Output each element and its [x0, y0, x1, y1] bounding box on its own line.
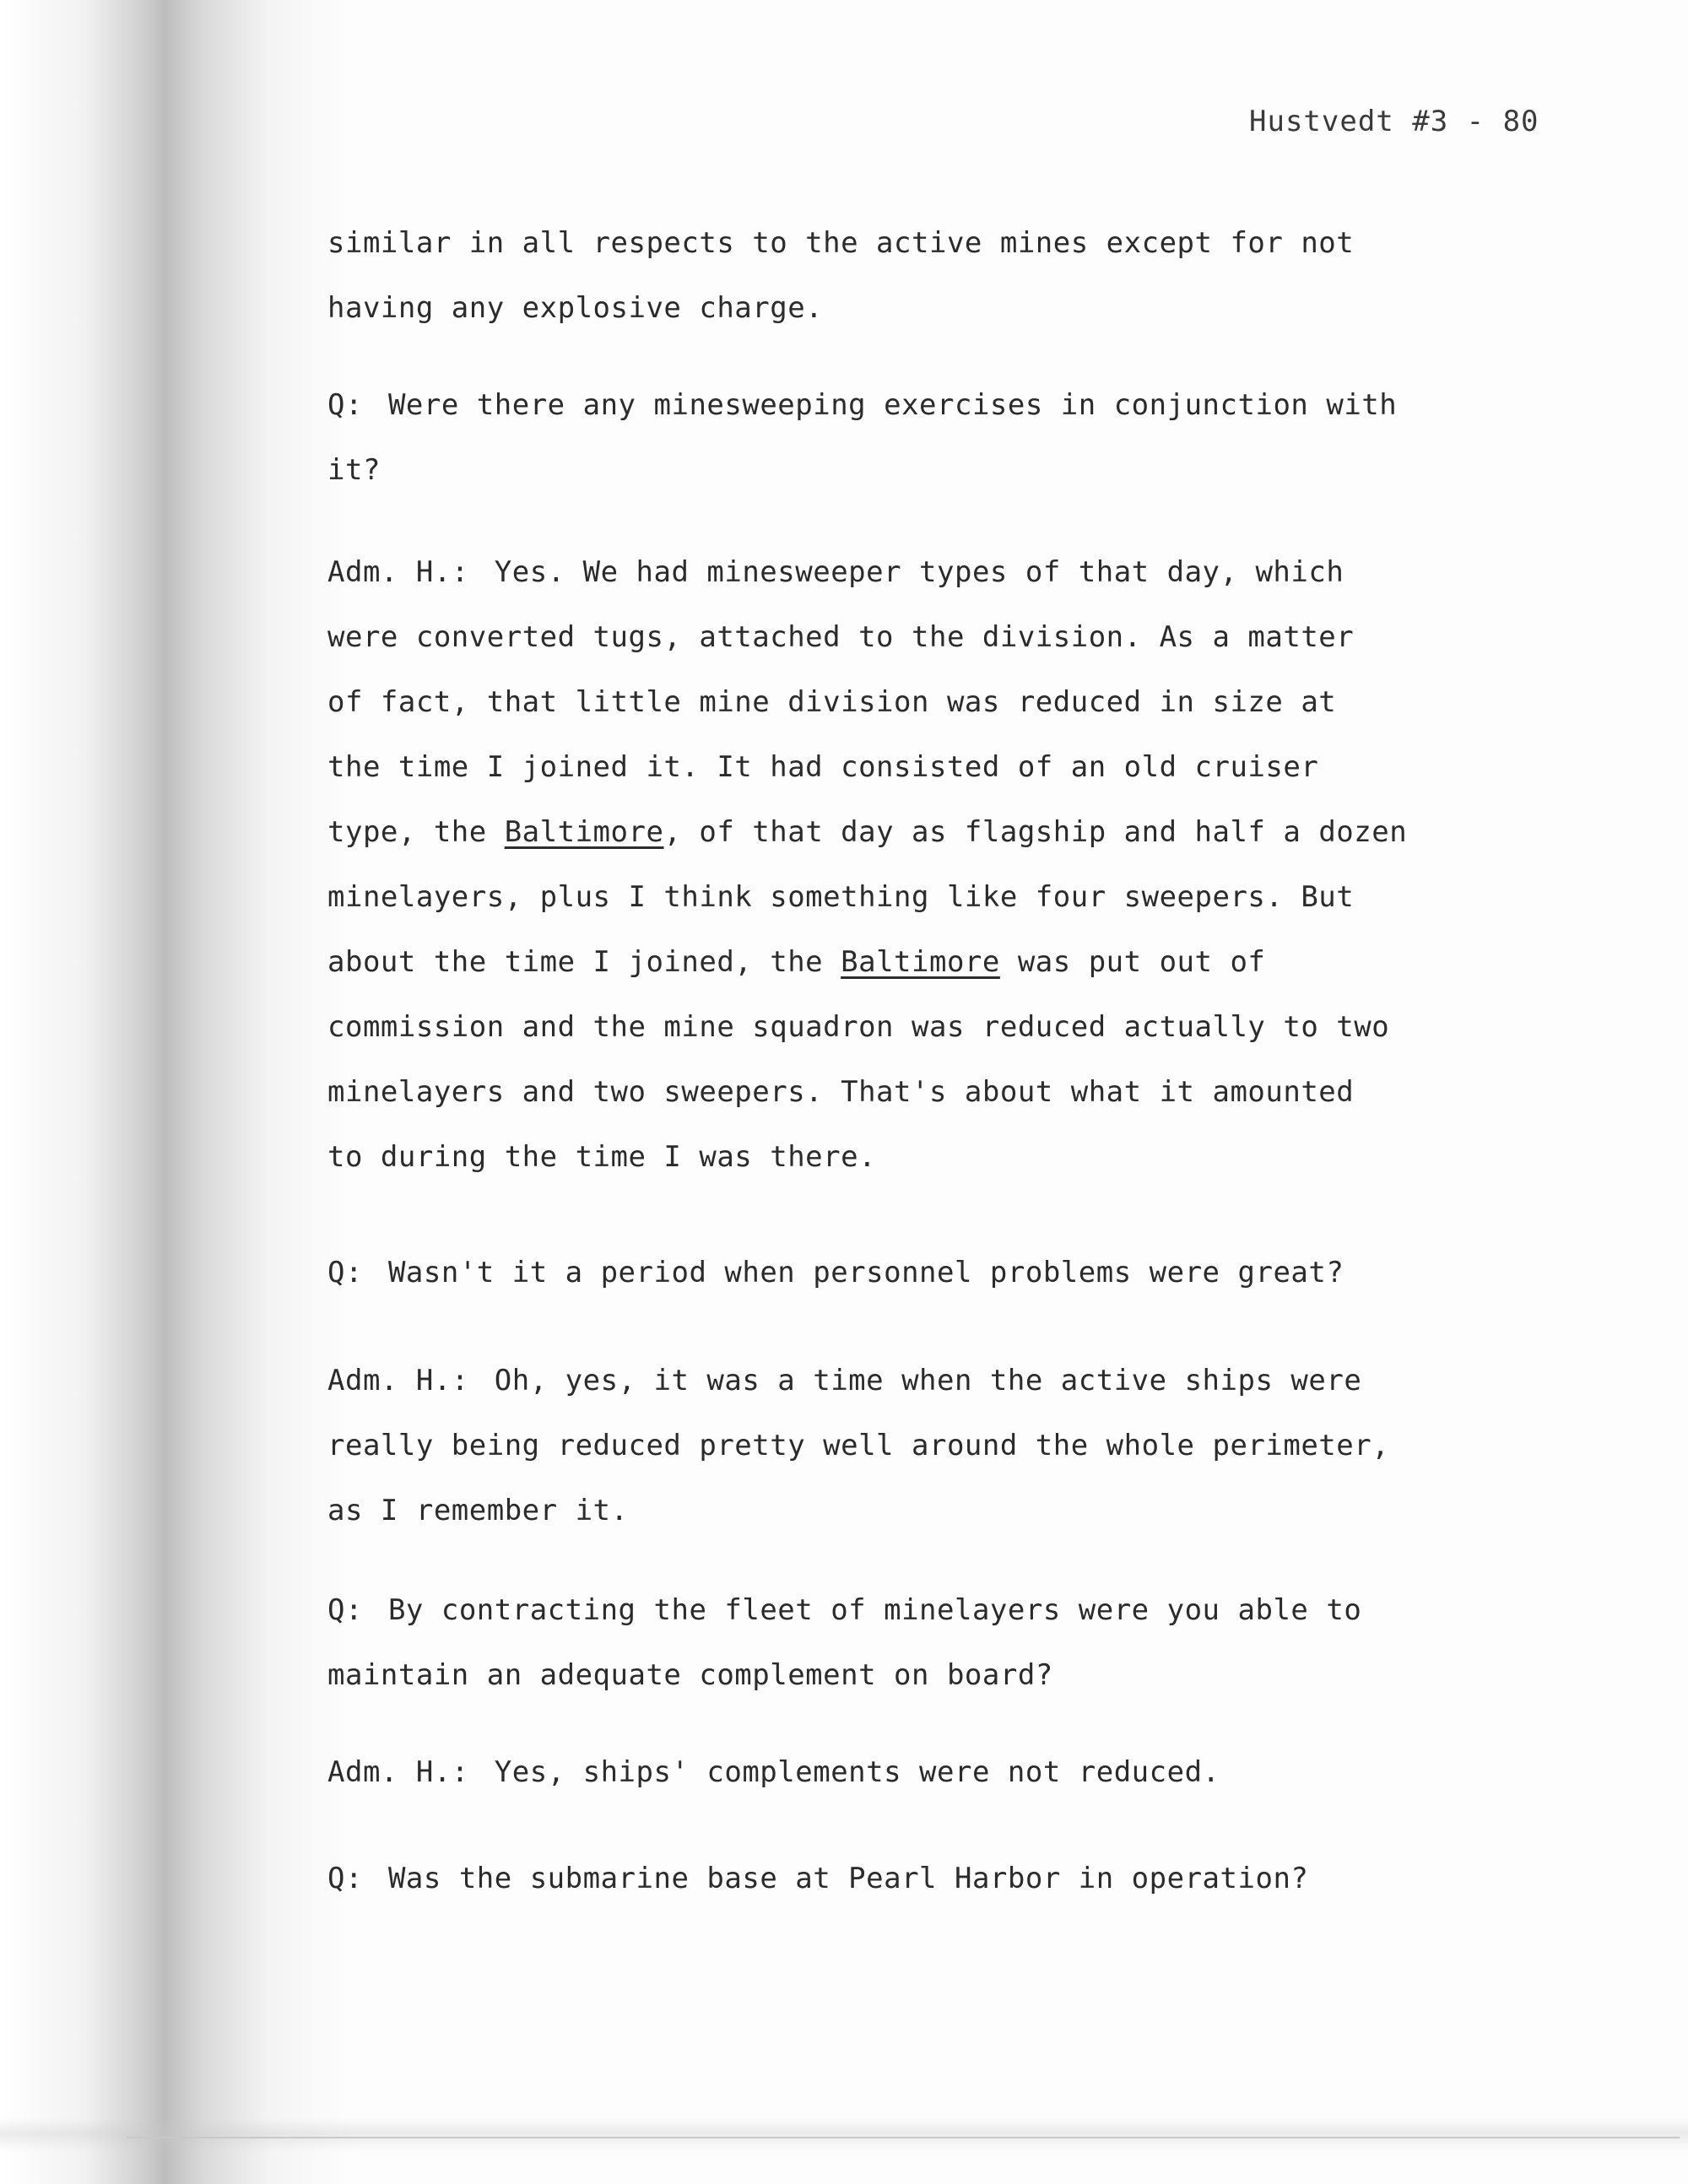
- question: [327, 373, 1560, 503]
- text-line: of fact, that little mine division was reduced in size at: [327, 685, 1337, 719]
- text-line: commission and the mine squadron was reduced actually to two: [327, 1010, 1390, 1044]
- question: [327, 1578, 1560, 1708]
- text-line: similar in all respects to the active mines except for not: [327, 226, 1355, 260]
- text-line: By contracting the fleet of minelayers were you able to: [387, 1593, 1362, 1627]
- text-line: it?: [327, 453, 381, 487]
- text-line: Yes, ships' complements were not reduced.: [494, 1755, 1220, 1789]
- page-bottom-curl: [0, 2118, 1688, 2184]
- text-line: minelayers, plus I think something like four sweepers. But: [327, 880, 1355, 914]
- answer: [327, 540, 1560, 1190]
- text-line: the time I joined it. It had consisted of an old cruiser: [327, 750, 1319, 784]
- text-fragment: , of that day as flagship and half a dozen: [663, 815, 1408, 849]
- speaker-label: Q:: [327, 1593, 363, 1627]
- speaker-label: Adm. H.:: [327, 1364, 469, 1397]
- question: [327, 1846, 1560, 1911]
- text-line: Yes. We had minesweeper types of that day, which: [494, 555, 1344, 589]
- text-fragment: type, the: [327, 815, 505, 849]
- text-line: having any explosive charge.: [327, 291, 824, 325]
- speaker-label: Q:: [327, 388, 363, 422]
- text-line: as I remember it.: [327, 1494, 629, 1527]
- text-line: to during the time I was there.: [327, 1140, 877, 1174]
- text-line: Wasn't it a period when personnel problems were great?: [387, 1256, 1344, 1289]
- text-line: Were there any minesweeping exercises in conjunction with: [387, 388, 1398, 422]
- question: [327, 1241, 1560, 1306]
- text-line: really being reduced pretty well around the whole perimeter,: [327, 1429, 1390, 1462]
- speaker-label: Q:: [327, 1862, 363, 1895]
- answer: [327, 1740, 1560, 1805]
- page-header: Hustvedt #3 - 80: [1249, 105, 1539, 138]
- paragraph: [327, 211, 1560, 341]
- text-fragment: about the time I joined, the: [327, 945, 841, 979]
- ship-name: Baltimore: [504, 815, 664, 849]
- text-line: were converted tugs, attached to the division. As a matter: [327, 620, 1355, 654]
- speaker-label: Adm. H.:: [327, 555, 469, 589]
- ship-name: Baltimore: [841, 945, 1000, 979]
- text-line: minelayers and two sweepers. That's about what it amounted: [327, 1075, 1355, 1109]
- book-gutter-shadow: [0, 0, 354, 2184]
- speaker-label: Adm. H.:: [327, 1755, 469, 1789]
- speaker-label: Q:: [327, 1256, 363, 1289]
- page-bottom-edge: [127, 2137, 1680, 2138]
- text-line: maintain an adequate complement on board?: [327, 1658, 1053, 1692]
- text-fragment: was put out of: [999, 945, 1266, 979]
- text-line: Oh, yes, it was a time when the active ships were: [494, 1364, 1362, 1397]
- answer: [327, 1349, 1560, 1543]
- text-line: Was the submarine base at Pearl Harbor in operation?: [387, 1862, 1309, 1895]
